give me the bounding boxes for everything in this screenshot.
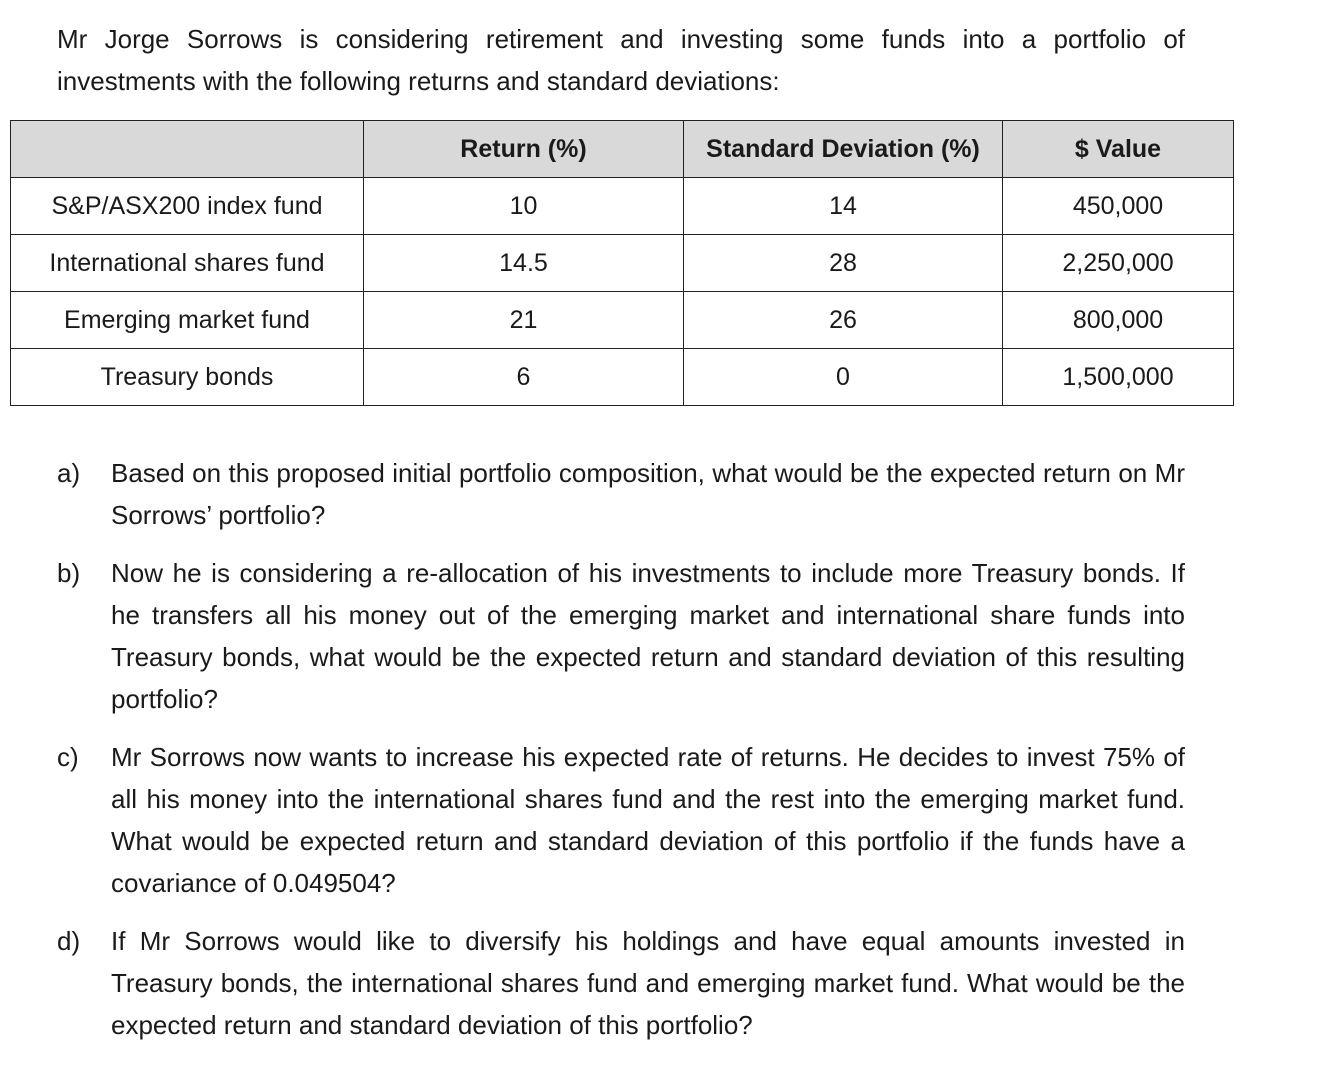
question-text: Mr Sorrows now wants to increase his expected rate of returns. He decides to invest 75% of all his money into the international shares fund and the rest into the emerging market fund. What would be expected return and standard deviation of this portfolio if the funds have a covariance of 0.049504? bbox=[111, 742, 1185, 898]
header-cell-return: Return (%) bbox=[364, 121, 684, 178]
header-cell-blank bbox=[11, 121, 364, 178]
question-text: Now he is considering a re-allocation of his investments to include more Treasury bonds. If he transfers all his money out of the emerging market and international share funds into Treasury bonds, what would be the expected return and standard deviation of this resulting portfolio? bbox=[111, 558, 1185, 714]
cell-fund-name: S&P/ASX200 index fund bbox=[11, 178, 364, 235]
cell-return: 21 bbox=[364, 292, 684, 349]
cell-value: 450,000 bbox=[1003, 178, 1234, 235]
cell-std: 26 bbox=[684, 292, 1003, 349]
table-row bbox=[11, 235, 1234, 292]
question-item bbox=[57, 552, 1185, 720]
table-row bbox=[11, 292, 1234, 349]
cell-std: 0 bbox=[684, 349, 1003, 406]
question-label: d) bbox=[57, 926, 81, 956]
cell-fund-name: International shares fund bbox=[11, 235, 364, 292]
table-header-row bbox=[11, 121, 1234, 178]
question-label: a) bbox=[57, 458, 81, 488]
table-row bbox=[11, 178, 1234, 235]
cell-value: 1,500,000 bbox=[1003, 349, 1234, 406]
question-item bbox=[57, 920, 1185, 1046]
investments-table bbox=[10, 120, 1234, 406]
question-list bbox=[57, 452, 1185, 1062]
cell-return: 6 bbox=[364, 349, 684, 406]
cell-std: 14 bbox=[684, 178, 1003, 235]
header-cell-std: Standard Deviation (%) bbox=[684, 121, 1003, 178]
cell-value: 2,250,000 bbox=[1003, 235, 1234, 292]
cell-fund-name: Emerging market fund bbox=[11, 292, 364, 349]
question-text: If Mr Sorrows would like to diversify his holdings and have equal amounts invested in Treasury bonds, the international shares fund and emerging market fund. What would be the expected return and standard deviation of this portfolio? bbox=[111, 926, 1185, 1040]
table-row bbox=[11, 349, 1234, 406]
cell-fund-name: Treasury bonds bbox=[11, 349, 364, 406]
cell-std: 28 bbox=[684, 235, 1003, 292]
intro-paragraph: Mr Jorge Sorrows is considering retirement and investing some funds into a portfolio of investments with the following returns and standard deviations: bbox=[57, 24, 1185, 96]
question-item bbox=[57, 452, 1185, 536]
header-cell-value: $ Value bbox=[1003, 121, 1234, 178]
question-text: Based on this proposed initial portfolio composition, what would be the expected return on Mr Sorrows’ portfolio? bbox=[111, 458, 1185, 530]
cell-return: 14.5 bbox=[364, 235, 684, 292]
question-item bbox=[57, 736, 1185, 904]
question-label: b) bbox=[57, 558, 81, 588]
question-label: c) bbox=[57, 742, 79, 772]
cell-value: 800,000 bbox=[1003, 292, 1234, 349]
cell-return: 10 bbox=[364, 178, 684, 235]
